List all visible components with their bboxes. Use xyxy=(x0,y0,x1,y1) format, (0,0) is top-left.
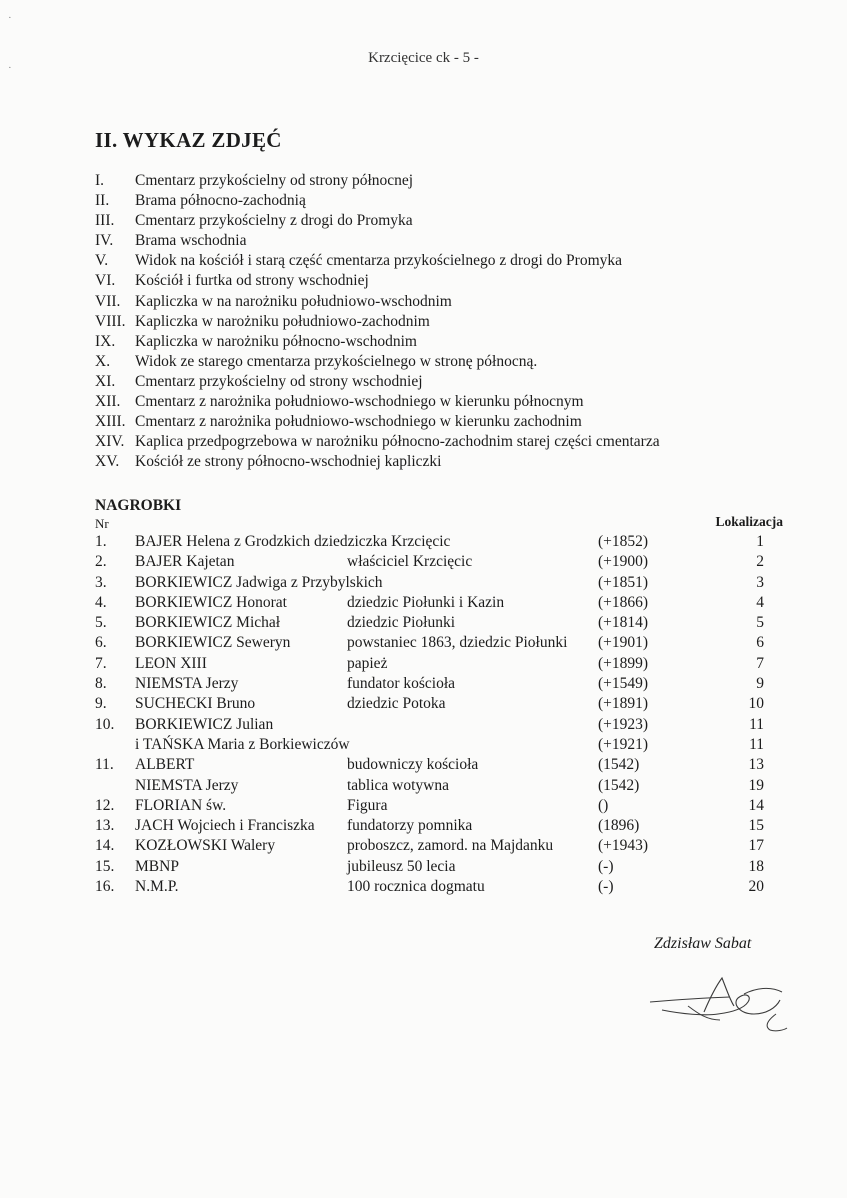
photo-number: VIII. xyxy=(95,312,126,330)
grave-row xyxy=(95,633,785,653)
grave-name: N.M.P. xyxy=(135,878,179,896)
lokalizacja-column-header: Lokalizacja xyxy=(715,514,783,529)
grave-description: dziedzic Potoka xyxy=(347,695,446,713)
grave-name: NIEMSTA Jerzy xyxy=(135,776,239,794)
grave-location: 5 xyxy=(756,614,764,632)
photo-number: III. xyxy=(95,212,115,230)
grave-row xyxy=(95,573,785,593)
photo-description: Brama wschodnia xyxy=(135,232,247,250)
grave-name: BORKIEWICZ Michał xyxy=(135,614,281,632)
photo-list-item xyxy=(95,251,815,271)
grave-location: 1 xyxy=(756,533,764,550)
photo-number: XIV. xyxy=(95,433,125,451)
grave-date: (1542) xyxy=(598,756,640,774)
grave-number: 10. xyxy=(95,715,115,733)
photo-description: Cmentarz z narożnika południowo-wschodniego w kierunku północnym xyxy=(135,393,584,411)
grave-name: BORKIEWICZ Honorat xyxy=(135,593,287,611)
grave-row xyxy=(95,593,785,613)
photo-number: X. xyxy=(95,352,111,370)
photo-description: Cmentarz z narożnika południowo-wschodniego w kierunku zachodnim xyxy=(135,413,582,431)
photo-description: Kościół ze strony północno-wschodniej kapliczki xyxy=(135,453,442,471)
grave-number: 12. xyxy=(95,796,115,814)
grave-date: (-) xyxy=(598,878,614,896)
photo-description: Cmentarz przykościelny od strony północnej xyxy=(135,172,414,189)
photo-number: XI. xyxy=(95,372,116,390)
grave-location: 2 xyxy=(756,553,764,571)
signatory-name: Zdzisław Sabat xyxy=(654,935,752,952)
photo-description: Cmentarz przykościelny od strony wschodniej xyxy=(135,372,423,390)
photo-list-item xyxy=(95,432,815,452)
grave-description: powstaniec 1863, dziedzic Piołunki xyxy=(347,634,568,652)
photo-number: II. xyxy=(95,192,110,210)
grave-description: papież xyxy=(347,654,388,672)
photo-list-item xyxy=(95,231,815,251)
grave-row xyxy=(95,796,785,816)
grave-date: (+1900) xyxy=(598,553,649,571)
grave-date: (+1891) xyxy=(598,695,649,713)
grave-row xyxy=(95,857,785,877)
grave-number: 14. xyxy=(95,837,115,855)
grave-location: 10 xyxy=(748,695,764,713)
grave-number: 7. xyxy=(95,654,107,672)
grave-date: (+1851) xyxy=(598,573,649,591)
photo-number: XII. xyxy=(95,393,121,411)
grave-location: 14 xyxy=(748,796,764,814)
photo-list xyxy=(95,171,815,472)
page-header: Krzcięcice ck - 5 - xyxy=(368,50,479,66)
photo-description: Kapliczka w narożniku południowo-zachodnim xyxy=(135,312,430,330)
grave-description: fundatorzy pomnika xyxy=(347,817,473,835)
grave-name: FLORIAN św. xyxy=(135,796,227,814)
grave-location: 20 xyxy=(748,878,764,896)
grave-number: 11. xyxy=(95,756,114,774)
grave-row xyxy=(95,776,785,796)
grave-description: 100 rocznica dogmatu xyxy=(347,878,485,896)
grave-description: dziedzic Piołunki xyxy=(347,614,456,632)
photo-number: IV. xyxy=(95,232,114,250)
grave-name: BAJER Helena z Grodzkich dziedziczka Krzcięcic xyxy=(135,533,451,550)
grave-row xyxy=(95,654,785,674)
grave-location: 9 xyxy=(756,675,764,693)
photo-number: XIII. xyxy=(95,413,126,431)
grave-name: BORKIEWICZ Jadwiga z Przybylskich xyxy=(135,573,383,591)
grave-name: SUCHECKI Bruno xyxy=(135,695,256,713)
grave-row xyxy=(95,755,785,775)
grave-location: 6 xyxy=(756,634,764,652)
grave-row xyxy=(95,674,785,694)
nagrobki-heading: NAGROBKI xyxy=(95,497,182,514)
photo-list-item xyxy=(95,412,815,432)
grave-row xyxy=(95,816,785,836)
grave-location: 15 xyxy=(748,817,764,835)
grave-number: 3. xyxy=(95,573,107,591)
photo-number: XV. xyxy=(95,453,120,471)
grave-location: 19 xyxy=(748,776,764,794)
grave-number: 2. xyxy=(95,553,107,571)
grave-date: (+1943) xyxy=(598,837,649,855)
grave-row xyxy=(95,532,785,552)
photo-list-item xyxy=(95,372,815,392)
grave-name: KOZŁOWSKI Walery xyxy=(135,837,276,855)
grave-date: (+1852) xyxy=(598,533,649,550)
grave-date: (+1899) xyxy=(598,654,649,672)
grave-row xyxy=(95,694,785,714)
grave-row xyxy=(95,552,785,572)
photo-description: Kapliczka w na narożniku południowo-wschodnim xyxy=(135,292,452,310)
photo-list-item xyxy=(95,352,815,372)
photo-list-item xyxy=(95,211,815,231)
grave-date: (+1921) xyxy=(598,735,649,753)
grave-name: MBNP xyxy=(135,857,179,875)
photo-description: Kościół i furtka od strony wschodniej xyxy=(135,272,369,290)
photo-list-item xyxy=(95,312,815,332)
grave-location: 17 xyxy=(748,837,764,855)
photo-description: Widok na kościół i starą część cmentarza przykościelnego z drogi do Promyka xyxy=(135,252,623,270)
grave-row xyxy=(95,836,785,856)
photo-description: Cmentarz przykościelny z drogi do Promyka xyxy=(135,212,413,230)
grave-date: (1542) xyxy=(598,776,640,794)
photo-number: I. xyxy=(95,172,105,189)
grave-name: i TAŃSKA Maria z Borkiewiczów xyxy=(135,735,350,753)
grave-description: Figura xyxy=(347,796,388,814)
grave-date: (-) xyxy=(598,857,614,875)
grave-number: 13. xyxy=(95,817,115,835)
grave-location: 11 xyxy=(749,715,764,733)
grave-location: 11 xyxy=(749,735,764,753)
grave-row xyxy=(95,877,785,897)
grave-location: 3 xyxy=(756,573,764,591)
grave-description: jubileusz 50 lecia xyxy=(347,857,456,875)
photo-list-item xyxy=(95,271,815,291)
grave-number: 5. xyxy=(95,614,107,632)
grave-location: 4 xyxy=(756,593,764,611)
grave-name: BAJER Kajetan xyxy=(135,553,235,571)
grave-description: właściciel Krzcięcic xyxy=(347,553,473,571)
photo-list-item xyxy=(95,292,815,312)
photo-list-item xyxy=(95,392,815,412)
grave-date: (+1901) xyxy=(598,634,649,652)
photo-description: Brama północno-zachodnią xyxy=(135,192,306,210)
grave-date: (+1814) xyxy=(598,614,649,632)
grave-name: BORKIEWICZ Seweryn xyxy=(135,634,291,652)
photo-description: Widok ze starego cmentarza przykościelnego w stronę północną. xyxy=(135,352,538,370)
grave-number: 6. xyxy=(95,634,107,652)
grave-description: tablica wotywna xyxy=(347,776,450,794)
graves-table xyxy=(95,532,785,897)
nr-column-header: Nr xyxy=(95,516,109,531)
grave-number: 8. xyxy=(95,675,107,693)
photo-description: Kaplica przedpogrzebowa w narożniku północno-zachodnim starej części cmentarza xyxy=(135,433,660,451)
scan-artifact: · xyxy=(8,62,12,74)
grave-description: budowniczy kościoła xyxy=(347,756,479,774)
grave-name: LEON XIII xyxy=(135,654,207,672)
grave-name: JACH Wojciech i Franciszka xyxy=(135,817,315,835)
grave-location: 13 xyxy=(748,756,764,774)
photo-number: IX. xyxy=(95,332,116,350)
section-title: II. WYKAZ ZDJĘĆ xyxy=(95,128,282,152)
grave-number: 1. xyxy=(95,533,107,550)
grave-location: 18 xyxy=(748,857,764,875)
grave-row xyxy=(95,715,785,735)
grave-date: (+1549) xyxy=(598,675,649,693)
grave-name: BORKIEWICZ Julian xyxy=(135,715,274,733)
grave-number: 9. xyxy=(95,695,107,713)
grave-row xyxy=(95,613,785,633)
grave-row xyxy=(95,735,785,755)
grave-date: (+1923) xyxy=(598,715,649,733)
grave-number: 4. xyxy=(95,593,107,611)
grave-description: proboszcz, zamord. na Majdanku xyxy=(347,837,554,855)
grave-date: () xyxy=(598,796,609,814)
photo-list-item xyxy=(95,332,815,352)
grave-location: 7 xyxy=(756,654,764,672)
handwritten-signature xyxy=(644,970,789,1040)
photo-number: V. xyxy=(95,252,109,270)
grave-description: dziedzic Piołunki i Kazin xyxy=(347,593,505,611)
grave-description: fundator kościoła xyxy=(347,675,456,693)
grave-date: (1896) xyxy=(598,817,640,835)
photo-list-item xyxy=(95,191,815,211)
grave-date: (+1866) xyxy=(598,593,649,611)
photo-description: Kapliczka w narożniku północno-wschodnim xyxy=(135,332,417,350)
grave-number: 16. xyxy=(95,878,115,896)
photo-number: VI. xyxy=(95,272,116,290)
photo-list-item xyxy=(95,452,815,472)
grave-name: ALBERT xyxy=(135,756,195,774)
scan-artifact: · xyxy=(8,12,12,24)
grave-name: NIEMSTA Jerzy xyxy=(135,675,239,693)
grave-number: 15. xyxy=(95,857,115,875)
photo-list-item xyxy=(95,171,815,191)
photo-number: VII. xyxy=(95,292,121,310)
